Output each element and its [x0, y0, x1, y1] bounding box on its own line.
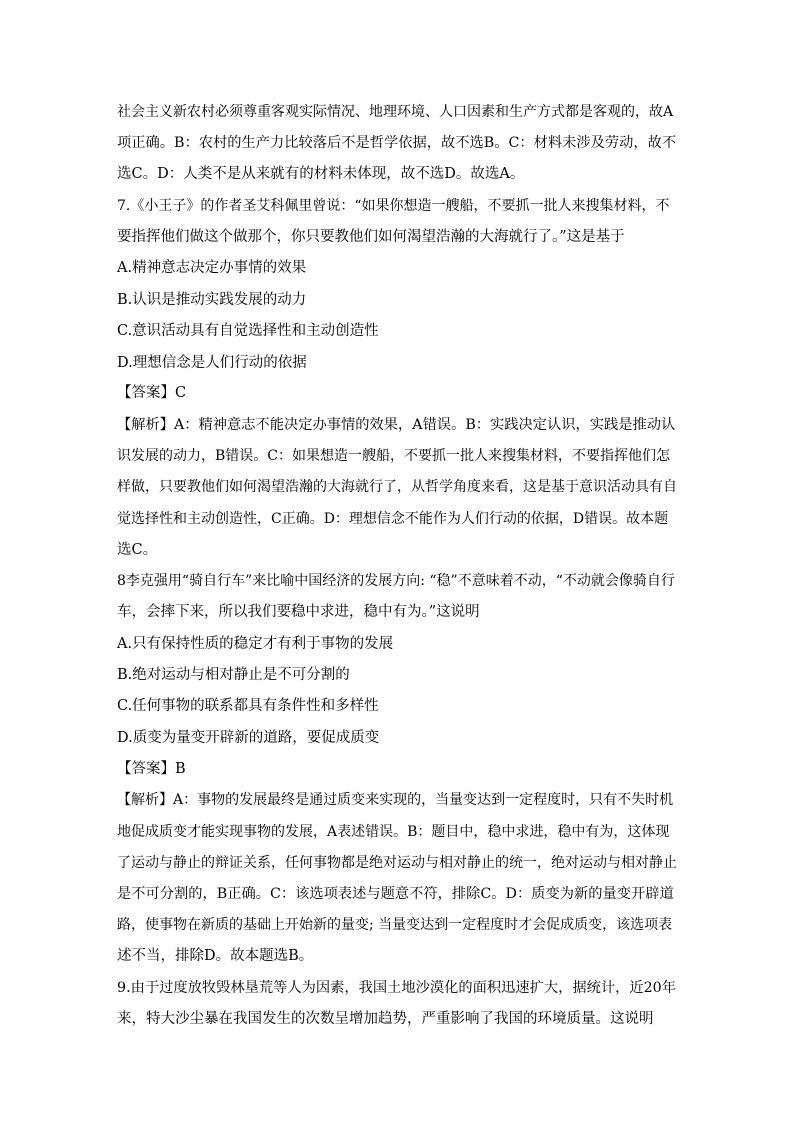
question-7-stem: 7.《小王子》的作者圣艾科佩里曾说：“如果你想造一艘船，不要抓一批人来搜集材料，不	[117, 198, 670, 214]
text-line: 社会主义新农村必须尊重客观实际情况、地理环境、人口因素和生产方式都是客观的，故A	[117, 104, 674, 120]
question-8-answer: 【答案】B	[117, 761, 186, 777]
question-7-analysis: 觉选择性和主动创造性，C正确。D：理想信念不能作为人们行动的依据，D错误。故本题	[117, 511, 669, 527]
question-8-analysis: 【解析】A：事物的发展最终是通过质变来实现的，当量变达到一定程度时，只有不失时机	[117, 792, 674, 808]
question-8-option-d: D.质变为量变开辟新的道路，要促成质变	[117, 730, 380, 746]
question-7-analysis: 选C。	[117, 542, 158, 558]
question-8-analysis: 了运动与静止的辩证关系，任何事物都是绝对运动与相对静止的统一，绝对运动与相对静止	[117, 855, 677, 871]
question-7-answer: 【答案】C	[117, 385, 187, 401]
question-8-stem: 8李克强用“骑自行车”来比喻中国经济的发展方向: “稳”不意味着不动，“不动就会像骑自行	[117, 573, 675, 589]
question-8-option-c: C.任何事物的联系都具有条件性和多样性	[117, 698, 379, 714]
question-7-analysis: 样做，只要教他们如何渴望浩瀚的大海就行了，从哲学角度来看，这是基于意识活动具有自	[117, 479, 677, 495]
question-8-stem: 车，会摔下来，所以我们要稳中求进，稳中有为。”这说明	[117, 604, 480, 620]
question-7-option-a: A.精神意志决定办事情的效果	[117, 260, 307, 276]
question-7-analysis: 识发展的动力，B错误。C：如果想造一艘船，不要抓一批人来搜集材料，不要指挥他们怎	[117, 448, 670, 464]
question-8-option-a: A.只有保持性质的稳定才有利于事物的发展	[117, 636, 394, 652]
text-line: 项正确。B：农村的生产力比较落后不是哲学依据，故不选B。C：材料未涉及劳动，故不	[117, 135, 677, 151]
question-7-option-c: C.意识活动具有自觉选择性和主动创造性	[117, 323, 379, 339]
question-7-option-b: B.认识是推动实践发展的动力	[117, 292, 307, 308]
question-9-stem: 来，特大沙尘暴在我国发生的次数呈增加趋势，严重影响了我国的环境质量。这说明	[117, 1011, 654, 1027]
text-line: 选C。D：人类不是从来就有的材料未体现，故不选D。故选A。	[117, 166, 525, 182]
question-8-analysis: 述不当，排除D。故本题选B。	[117, 948, 314, 964]
question-7-option-d: D.理想信念是人们行动的依据	[117, 355, 307, 371]
question-8-analysis: 路，使事物在新质的基础上开始新的量变; 当量变达到一定程度时才会促成质变，该选项表	[117, 917, 673, 933]
question-8-analysis: 地促成质变才能实现事物的发展，A表述错误。B：题目中，稳中求进，稳中有为，这体现	[117, 824, 670, 840]
question-9-stem: 9.由于过度放牧毁林垦荒等人为因素，我国土地沙漠化的面积迅速扩大，据统计，近20年	[117, 980, 676, 996]
question-8-analysis: 是不可分割的，B正确。C：该选项表述与题意不符，排除C。D：质变为新的量变开辟道	[117, 886, 674, 902]
question-7-analysis: 【解析】A：精神意志不能决定办事情的效果，A错误。B：实践决定认识，实践是推动认	[117, 417, 676, 433]
question-8-option-b: B.绝对运动与相对静止是不可分割的	[117, 667, 350, 683]
question-7-stem: 要指挥他们做这个做那个，你只要教他们如何渴望浩瀚的大海就行了。”这是基于	[117, 229, 625, 245]
